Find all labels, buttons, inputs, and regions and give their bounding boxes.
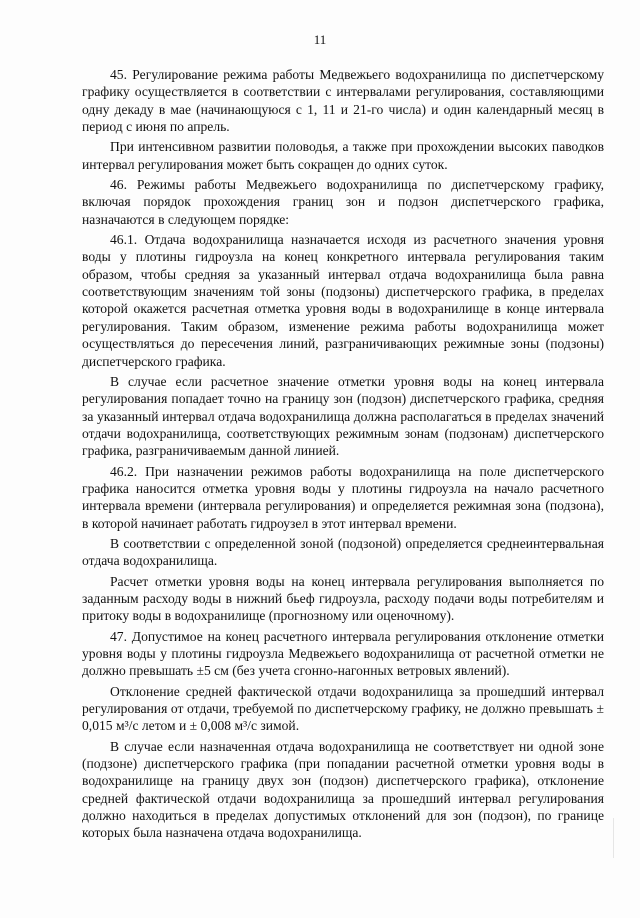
scan-artifact-line xyxy=(613,818,614,858)
paragraph-46-1-boundary-case: В случае если расчетное значение отметки уровня воды на конец интервала регулирования попадает точно на границу зон (подзон) диспетчерского графика, средняя за указанный интервал отдача водохранилища должна располагаться в пределах значений отдачи водохранилища, соответствующих режимным зонам (подзонам) диспетчерского графика, разграничиваемым данной линией. xyxy=(82,373,604,459)
paragraph-46-2-level-calculation: Расчет отметки уровня воды на конец интервала регулирования выполняется по заданным расходу воды в нижний бьеф гидроузла, расходу подачи воды потребителям и притоку воды в водохранилище (прогнозному или оценочному). xyxy=(82,573,604,624)
paragraph-47: 47. Допустимое на конец расчетного интервала регулирования отклонение отметки уровня воды у плотины гидроузла Медвежьего водохранилища от расчетной отметки не должно превышать ±5 см (без учета сгонно-нагонных ветровых явлений). xyxy=(82,628,604,679)
paragraph-46-2: 46.2. При назначении режимов работы водохранилища на поле диспетчерского графика наносится отметка уровня воды у плотины гидроузла на начало расчетного интервала времени (интервала регулирования) и определяется режимная зона (подзона), в которой начинает работать гидроузел в этот интервал времени. xyxy=(82,463,604,531)
paragraph-46-1: 46.1. Отдача водохранилища назначается исходя из расчетного значения уровня воды у плотины гидроузла на конец конкретного интервала регулирования таким образом, чтобы средняя за указанный интервал отдача водохранилища была равна соответствующим значениям той зоны (подзоны) диспетчерского графика, в пределах которой окажется расчетная отметка уровня воды в водохранилище в конце интервала регулирования. Таким образом, изменение режима работы водохранилища может осуществляться до пересечения линий, разграничивающих режимные зоны (подзоны) диспетчерского графика. xyxy=(82,232,604,369)
paragraph-47-zone-mismatch: В случае если назначенная отдача водохранилища не соответствует ни одной зоне (подзоне) диспетчерского графика (при попадании расчетной отметки уровня воды в водохранилище на границу двух зон (подзон) диспетчерского графика), отклонение средней фактической отдачи водохранилища за прошедший интервал регулирования должно находиться в пределах допустимых отклонений для зон (подзон), по границе которых была назначена отдача водохранилища. xyxy=(82,738,604,841)
document-body xyxy=(82,66,604,845)
paragraph-47-release-deviation: Отклонение средней фактической отдачи водохранилища за прошедший интервал регулирования от отдачи, требуемой по диспетчерскому графику, не должно превышать ± 0,015 м³/с летом и ± 0,008 м³/с зимой. xyxy=(82,683,604,734)
paragraph-46: 46. Режимы работы Медвежьего водохранилища по диспетчерскому графику, включая порядок прохождения границ зон и подзон диспетчерского графика, назначаются в следующем порядке: xyxy=(82,177,604,227)
page-number: 11 xyxy=(313,32,327,47)
paragraph-45: 45. Регулирование режима работы Медвежьего водохранилища по диспетчерскому графику осуществляется в соответствии с интервалами регулирования, составляющими одну декаду в мае (начинающуюся с 1, 11 и 21-го числа) и один календарный месяц в период с июня по апрель. xyxy=(82,67,604,135)
paragraph-45-flood-note: При интенсивном развитии половодья, а также при прохождении высоких паводков интервал регулирования может быть сокращен до одних суток. xyxy=(82,139,604,172)
paragraph-46-2-zone-release: В соответствии с определенной зоной (подзоной) определяется среднеинтервальная отдача водохранилища. xyxy=(82,535,604,569)
